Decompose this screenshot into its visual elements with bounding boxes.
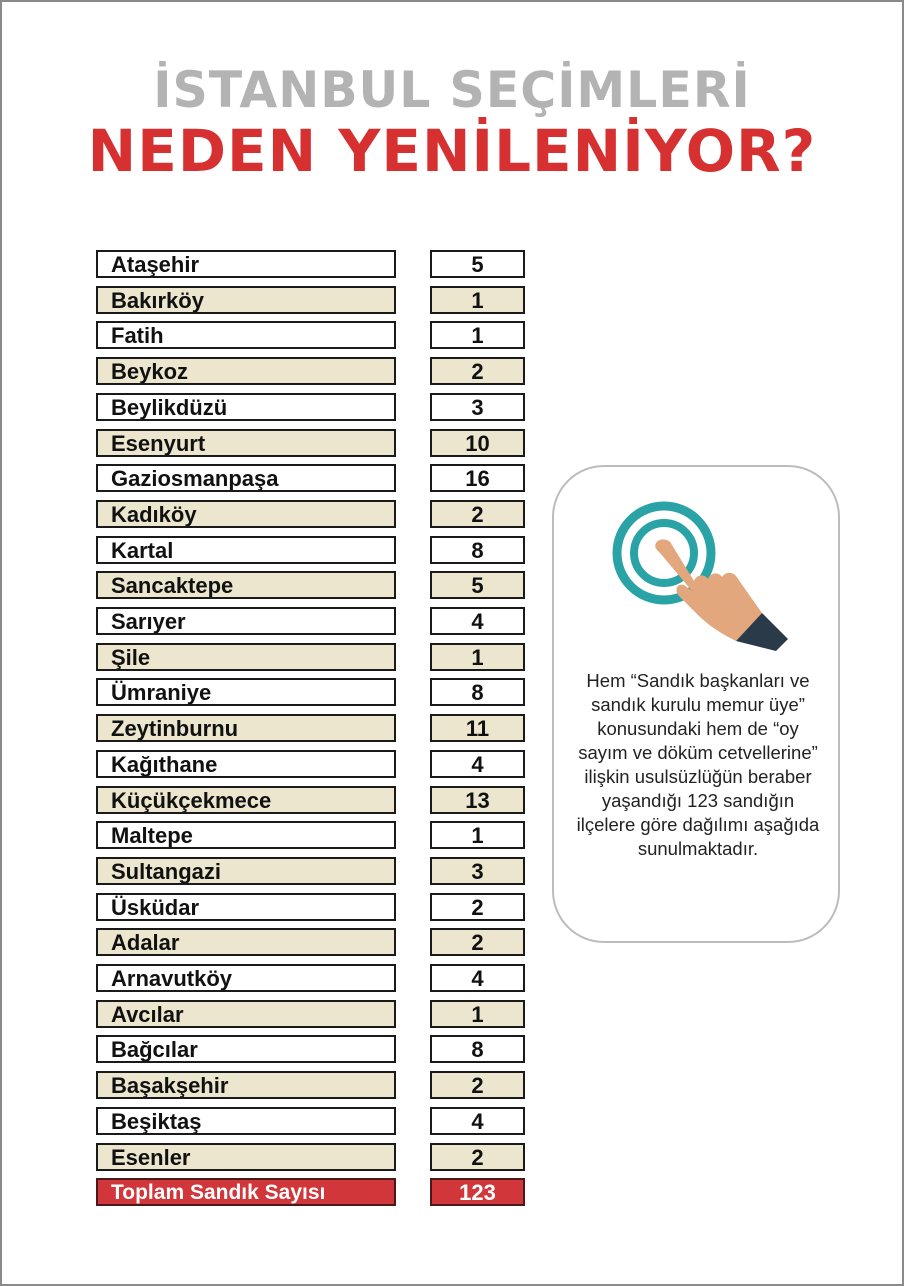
table-row bbox=[2, 1035, 902, 1065]
ballot-box-count-cell: 3 bbox=[430, 393, 525, 421]
ballot-box-count-cell: 2 bbox=[430, 1071, 525, 1099]
district-name-cell: Maltepe bbox=[96, 821, 396, 849]
ballot-box-count-cell: 1 bbox=[430, 286, 525, 314]
ballot-box-count-cell: 2 bbox=[430, 893, 525, 921]
title-line-1: İSTANBUL SEÇİMLERİ bbox=[153, 61, 751, 119]
ballot-box-count-cell: 16 bbox=[430, 464, 525, 492]
ballot-box-count-cell: 1 bbox=[430, 643, 525, 671]
district-name-cell: Fatih bbox=[96, 321, 396, 349]
ballot-box-count-cell: 4 bbox=[430, 750, 525, 778]
district-name-cell: Ümraniye bbox=[96, 678, 396, 706]
table-row bbox=[2, 1107, 902, 1137]
ballot-box-count-cell: 10 bbox=[430, 429, 525, 457]
table-row bbox=[2, 964, 902, 994]
total-row bbox=[2, 1178, 902, 1208]
table-row bbox=[2, 250, 902, 280]
title-line-2: NEDEN YENİLENİYOR? bbox=[87, 117, 817, 185]
district-name-cell: Bağcılar bbox=[96, 1035, 396, 1063]
table-row bbox=[2, 357, 902, 387]
district-name-cell: Arnavutköy bbox=[96, 964, 396, 992]
district-name-cell: Şile bbox=[96, 643, 396, 671]
district-name-cell: Gaziosmanpaşa bbox=[96, 464, 396, 492]
table-row bbox=[2, 1071, 902, 1101]
ballot-box-count-cell: 8 bbox=[430, 536, 525, 564]
ballot-box-count-cell: 5 bbox=[430, 250, 525, 278]
table-row bbox=[2, 286, 902, 316]
district-name-cell: Sancaktepe bbox=[96, 571, 396, 599]
district-name-cell: Adalar bbox=[96, 928, 396, 956]
district-name-cell: Üsküdar bbox=[96, 893, 396, 921]
table-row bbox=[2, 1000, 902, 1030]
district-name-cell: Sarıyer bbox=[96, 607, 396, 635]
info-card-text: Hem “Sandık başkanları ve sandık kurulu memur üye” konusundaki hem de “oy sayım ve döküm cetvellerine” ilişkin usulsüzlüğün beraber yaşandığı 123 sandığın ilçelere göre dağılımı aşağıda sunulmaktadır. bbox=[576, 670, 820, 859]
total-label-cell: Toplam Sandık Sayısı bbox=[96, 1178, 396, 1206]
ballot-box-count-cell: 2 bbox=[430, 357, 525, 385]
ballot-box-count-cell: 8 bbox=[430, 1035, 525, 1063]
table-row bbox=[2, 321, 902, 351]
district-name-cell: Beylikdüzü bbox=[96, 393, 396, 421]
district-name-cell: Avcılar bbox=[96, 1000, 396, 1028]
ballot-box-count-cell: 4 bbox=[430, 607, 525, 635]
district-name-cell: Başakşehir bbox=[96, 1071, 396, 1099]
district-name-cell: Beşiktaş bbox=[96, 1107, 396, 1135]
district-name-cell: Ataşehir bbox=[96, 250, 396, 278]
table-row bbox=[2, 429, 902, 459]
ballot-box-count-cell: 5 bbox=[430, 571, 525, 599]
district-name-cell: Sultangazi bbox=[96, 857, 396, 885]
table-row bbox=[2, 1143, 902, 1173]
ballot-box-count-cell: 1 bbox=[430, 321, 525, 349]
district-name-cell: Zeytinburnu bbox=[96, 714, 396, 742]
ballot-box-count-cell: 8 bbox=[430, 678, 525, 706]
ballot-box-count-cell: 11 bbox=[430, 714, 525, 742]
touch-hand-icon bbox=[612, 501, 792, 651]
ballot-box-count-cell: 1 bbox=[430, 821, 525, 849]
ballot-box-count-cell: 2 bbox=[430, 928, 525, 956]
district-name-cell: Kağıthane bbox=[96, 750, 396, 778]
ballot-box-count-cell: 2 bbox=[430, 500, 525, 528]
ballot-box-count-cell: 13 bbox=[430, 786, 525, 814]
total-count-cell: 123 bbox=[430, 1178, 525, 1206]
ballot-box-count-cell: 3 bbox=[430, 857, 525, 885]
table-row bbox=[2, 393, 902, 423]
district-name-cell: Esenler bbox=[96, 1143, 396, 1171]
ballot-box-count-cell: 1 bbox=[430, 1000, 525, 1028]
district-name-cell: Esenyurt bbox=[96, 429, 396, 457]
ballot-box-count-cell: 4 bbox=[430, 1107, 525, 1135]
ballot-box-count-cell: 4 bbox=[430, 964, 525, 992]
district-name-cell: Küçükçekmece bbox=[96, 786, 396, 814]
district-name-cell: Bakırköy bbox=[96, 286, 396, 314]
ballot-box-count-cell: 2 bbox=[430, 1143, 525, 1171]
district-name-cell: Kadıköy bbox=[96, 500, 396, 528]
info-card bbox=[552, 465, 840, 943]
district-name-cell: Kartal bbox=[96, 536, 396, 564]
district-name-cell: Beykoz bbox=[96, 357, 396, 385]
